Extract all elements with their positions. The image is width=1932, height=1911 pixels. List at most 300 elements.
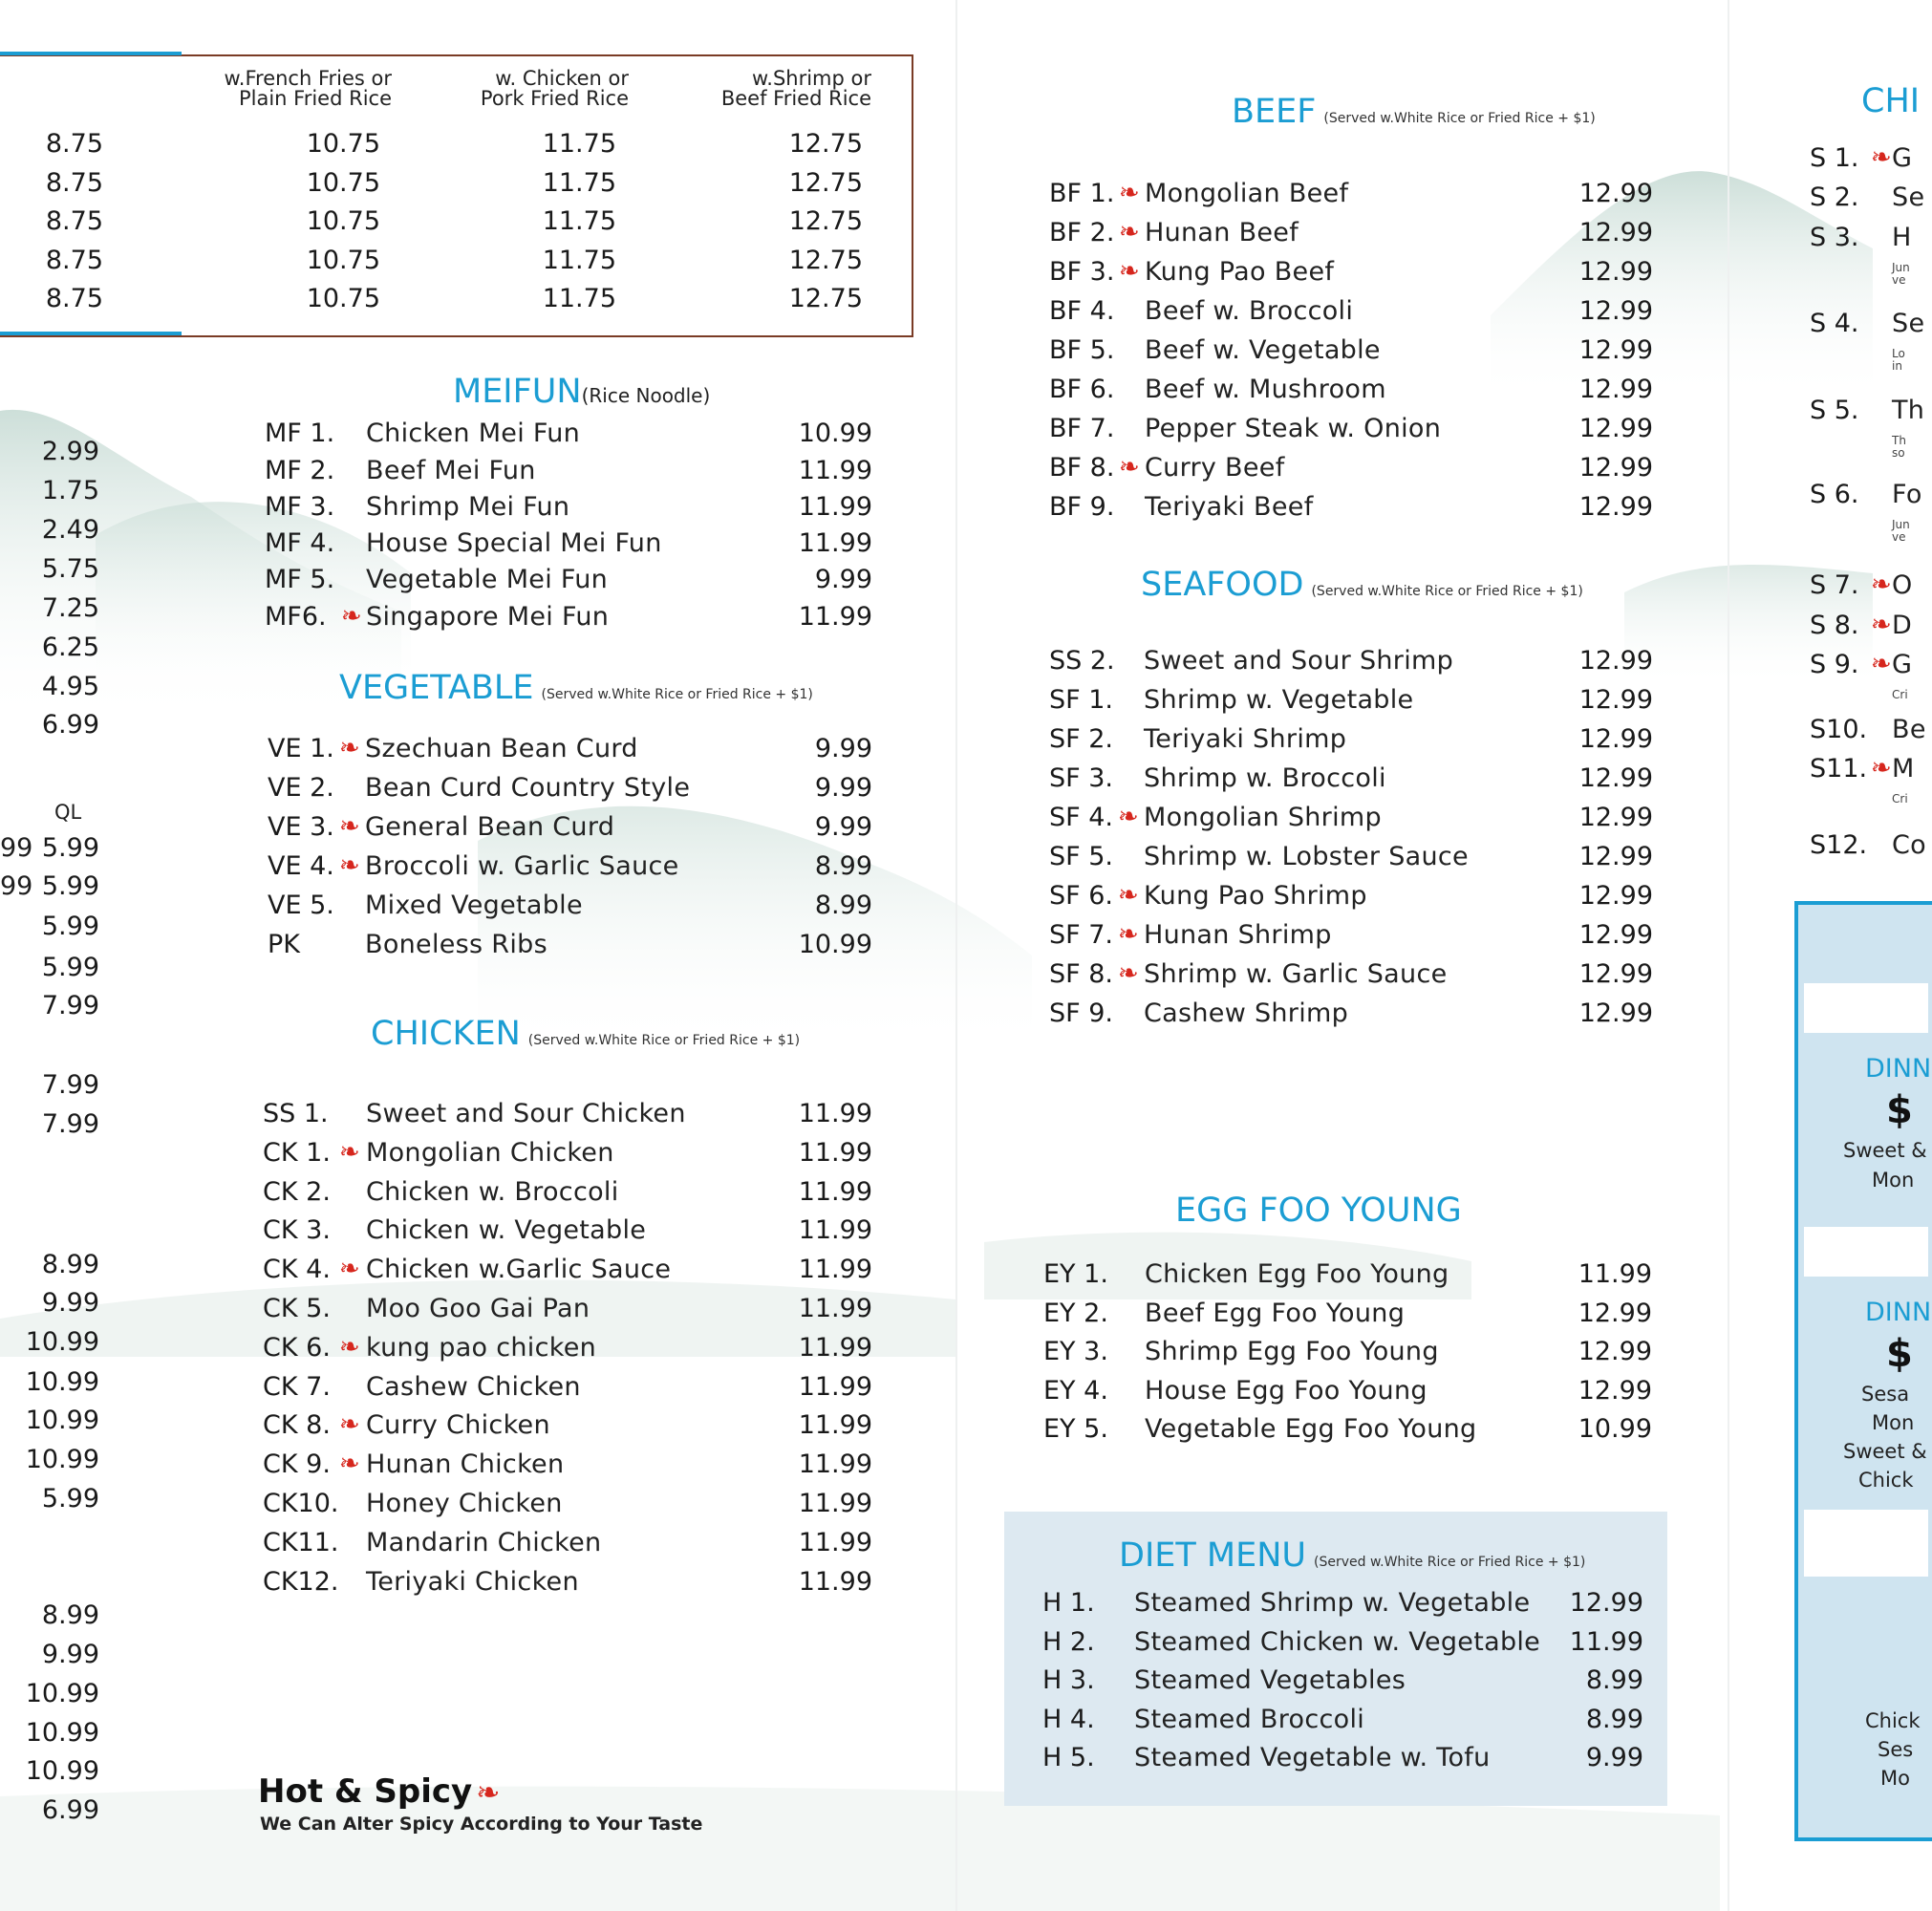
- item-name: Broccoli w. Garlic Sauce: [365, 851, 679, 881]
- item-price: 12.99: [1578, 842, 1653, 871]
- item-name: Shrimp w. Broccoli: [1144, 763, 1386, 793]
- item-code: SF 6.: [1049, 881, 1114, 911]
- chicken-title: CHICKEN: [371, 1015, 521, 1053]
- item-price: 12.99: [1578, 414, 1653, 443]
- item-code: S 5.: [1810, 396, 1859, 425]
- pepper-icon: ❧: [1871, 754, 1892, 783]
- item-price: 12.99: [1578, 257, 1653, 287]
- item-desc: Lo: [1892, 347, 1905, 360]
- item-price: 12.99: [1578, 218, 1653, 247]
- item-price: 11.99: [798, 1137, 872, 1168]
- item-name: Hunan Chicken: [366, 1449, 565, 1480]
- item-name: Mandarin Chicken: [366, 1527, 602, 1557]
- beef-note: (Served w.White Rice or Fried Rice + $1): [1323, 111, 1596, 126]
- item-code: S 6.: [1810, 480, 1859, 509]
- item-name: Se: [1892, 309, 1925, 338]
- item-price: 12.99: [1578, 724, 1653, 754]
- item-price: 12.99: [1578, 685, 1653, 715]
- item-code: SF 4.: [1049, 803, 1114, 832]
- item-price: 12.99: [1578, 959, 1653, 989]
- pepper-icon: ❧: [1871, 143, 1892, 172]
- item-code: CK 2.: [263, 1176, 331, 1207]
- item-desc: Th: [1892, 434, 1906, 447]
- left-price: 6.99: [41, 1795, 99, 1825]
- menu-item: [263, 1567, 879, 1601]
- dinner-line: Chick: [1865, 1709, 1921, 1732]
- item-name: Teriyaki Chicken: [366, 1566, 579, 1597]
- item-code: SF 1.: [1049, 685, 1114, 715]
- item-price: 11.99: [798, 1255, 872, 1285]
- item-code: BF 6.: [1049, 375, 1115, 404]
- table-cell: 8.75: [45, 167, 103, 198]
- item-code: H 4.: [1042, 1704, 1095, 1734]
- table-cell: 10.75: [306, 206, 380, 236]
- item-price: 12.99: [1578, 920, 1653, 950]
- menu-item: [263, 1255, 879, 1289]
- item-price: 12.99: [1578, 1337, 1652, 1366]
- left-price: 10.99: [25, 1718, 99, 1748]
- menu-item: [263, 1099, 879, 1133]
- menu-item: [268, 773, 879, 807]
- item-price: 9.99: [1585, 1743, 1643, 1772]
- item-code: SF 5.: [1049, 842, 1114, 871]
- dinner-line: Sesa: [1861, 1383, 1910, 1406]
- menu-item: [263, 1449, 879, 1484]
- item-name: Steamed Broccoli: [1134, 1704, 1365, 1734]
- item-name: Curry Beef: [1145, 453, 1285, 483]
- left-price: 9.99: [41, 1288, 99, 1318]
- item-code: CK 9.: [263, 1449, 331, 1480]
- item-code: CK10.: [263, 1489, 339, 1518]
- item-price: 9.99: [814, 734, 872, 763]
- item-code: CK 1.: [263, 1137, 331, 1168]
- item-name: Teriyaki Shrimp: [1144, 724, 1347, 754]
- item-code: SS 1.: [263, 1099, 329, 1128]
- table-header: w. Chicken or Pork Fried Rice: [480, 67, 629, 110]
- item-name: Mongolian Chicken: [366, 1137, 614, 1168]
- item-name: Curry Chicken: [366, 1410, 550, 1441]
- item-code: VE 3.: [268, 812, 334, 842]
- item-name: Chicken w. Broccoli: [366, 1176, 619, 1207]
- left-price: 5.99: [41, 871, 99, 901]
- menu-item: [1042, 1627, 1654, 1662]
- item-name: Shrimp Egg Foo Young: [1145, 1337, 1439, 1366]
- item-price: 9.99: [814, 812, 872, 842]
- table-cell: 12.75: [788, 284, 863, 313]
- item-price: 10.99: [798, 930, 872, 959]
- item-name: Th: [1892, 396, 1925, 425]
- chicken-note: (Served w.White Rice or Fried Rice + $1): [527, 1033, 801, 1048]
- special-item: [1810, 754, 1915, 788]
- item-name: Chicken Mei Fun: [366, 419, 581, 448]
- menu-item: [1043, 1259, 1655, 1294]
- panel-band: [1804, 1510, 1928, 1577]
- seafood-title: SEAFOOD: [1141, 566, 1304, 604]
- table-cell: 8.75: [45, 129, 103, 159]
- item-name: Vegetable Egg Foo Young: [1145, 1414, 1477, 1444]
- dinner-title-1: DINN: [1865, 1054, 1932, 1084]
- menu-item: [268, 734, 879, 768]
- item-price: 8.99: [814, 891, 872, 920]
- left-price: 4.95: [41, 672, 99, 701]
- left-price: 7.25: [41, 593, 99, 623]
- item-code: S11.: [1810, 754, 1868, 784]
- left-price: 6.25: [41, 633, 99, 662]
- item-code: MF 5.: [265, 565, 335, 594]
- item-price: 9.99: [814, 565, 872, 594]
- item-code: H 5.: [1042, 1743, 1095, 1772]
- item-code: BF 4.: [1049, 296, 1115, 326]
- menu-item: [265, 602, 876, 636]
- item-code: EY 2.: [1043, 1298, 1108, 1328]
- pepper-icon: ❧: [476, 1776, 501, 1810]
- beef-heading: [1232, 93, 1596, 131]
- item-name: Mongolian Beef: [1145, 179, 1349, 208]
- item-price: 12.99: [1578, 763, 1653, 793]
- item-price: 12.99: [1578, 492, 1653, 522]
- item-code: CK 4.: [263, 1255, 331, 1285]
- pepper-icon: ❧: [1119, 179, 1140, 207]
- item-name: Boneless Ribs: [365, 930, 547, 959]
- item-name: M: [1892, 754, 1915, 784]
- menu-item: [268, 851, 879, 886]
- item-name: Shrimp w. Lobster Sauce: [1144, 842, 1469, 871]
- pepper-icon: ❧: [1118, 920, 1139, 949]
- menu-item: [1049, 803, 1661, 837]
- item-price: 11.99: [798, 1371, 872, 1402]
- diet-menu-note: (Served w.White Rice or Fried Rice + $1): [1314, 1555, 1586, 1570]
- pepper-icon: ❧: [339, 1137, 360, 1167]
- item-name: Pepper Steak w. Onion: [1145, 414, 1442, 443]
- menu-item: [263, 1177, 879, 1212]
- dinner-line: Chick: [1858, 1469, 1914, 1492]
- item-price: 12.99: [1578, 803, 1653, 832]
- pepper-icon: ❧: [339, 1255, 360, 1284]
- item-code: S 8.: [1810, 611, 1859, 640]
- item-code: S 2.: [1810, 183, 1859, 212]
- item-name: Beef Mei Fun: [366, 456, 536, 485]
- item-price: 11.99: [798, 456, 872, 485]
- item-name: Shrimp w. Vegetable: [1144, 685, 1414, 715]
- item-code: BF 8.: [1049, 453, 1115, 483]
- table-header: w.Shrimp or Beef Fried Rice: [720, 67, 871, 110]
- item-code: CK11.: [263, 1527, 339, 1557]
- item-name: Co: [1892, 830, 1926, 860]
- left-price: 10.99: [25, 1367, 99, 1397]
- table-cell: 12.75: [788, 245, 863, 275]
- dinner-line: Sweet &: [1843, 1440, 1927, 1463]
- menu-item: [263, 1333, 879, 1367]
- menu-item: [1042, 1665, 1654, 1700]
- item-name: Bean Curd Country Style: [365, 773, 691, 803]
- item-price: 10.99: [1578, 1414, 1652, 1444]
- left-price: 2.99: [41, 437, 99, 466]
- ql-partial: 99: [0, 833, 33, 863]
- item-desc: Jun: [1892, 518, 1910, 531]
- item-code: VE 1.: [268, 734, 334, 763]
- item-name: Steamed Shrimp w. Vegetable: [1134, 1588, 1531, 1618]
- chef-specials-title: CHI: [1861, 82, 1921, 120]
- seafood-heading: [1141, 566, 1583, 604]
- item-code: SF 2.: [1049, 724, 1114, 754]
- diet-menu-title: DIET MENU: [1119, 1536, 1307, 1575]
- blue-rule-top: [0, 52, 182, 55]
- pepper-icon: ❧: [339, 1410, 360, 1440]
- item-code: SF 8.: [1049, 959, 1114, 989]
- item-code: SF 9.: [1049, 998, 1114, 1028]
- item-desc: Jun: [1892, 261, 1910, 274]
- item-name: Be: [1892, 715, 1926, 744]
- menu-item: [268, 930, 879, 964]
- item-code: H 2.: [1042, 1626, 1095, 1657]
- item-name: House Egg Foo Young: [1145, 1375, 1428, 1406]
- item-price: 11.99: [798, 1176, 872, 1207]
- table-cell: 11.75: [542, 245, 616, 275]
- meifun-heading: [453, 373, 710, 411]
- item-code: PK: [268, 930, 300, 959]
- item-name: Mongolian Shrimp: [1144, 803, 1382, 832]
- item-name: kung pao chicken: [366, 1332, 597, 1363]
- left-price: 7.99: [41, 991, 99, 1020]
- pepper-icon: ❧: [339, 1332, 360, 1362]
- menu-item: [268, 812, 879, 847]
- meifun-subtitle: (Rice Noodle): [581, 384, 711, 407]
- item-price: 12.99: [1578, 453, 1653, 483]
- menu-item: [1049, 763, 1661, 798]
- menu-item: [1043, 1376, 1655, 1410]
- menu-item: [1043, 1299, 1655, 1333]
- item-desc: Cri: [1892, 688, 1908, 701]
- item-name: Teriyaki Beef: [1145, 492, 1314, 522]
- special-item: [1810, 570, 1915, 605]
- item-price: 11.99: [1578, 1259, 1652, 1289]
- menu-item: [1049, 335, 1661, 370]
- item-code: H 1.: [1042, 1588, 1095, 1618]
- item-code: CK 7.: [263, 1371, 331, 1402]
- item-price: 11.99: [1569, 1626, 1643, 1657]
- item-name: Beef Egg Foo Young: [1145, 1298, 1406, 1328]
- table-cell: 10.75: [306, 129, 380, 159]
- table-cell: 10.75: [306, 245, 380, 275]
- left-price: 5.99: [41, 833, 99, 863]
- special-item: [1810, 650, 1915, 684]
- item-price: 12.99: [1578, 179, 1653, 208]
- item-price: 12.99: [1578, 1298, 1652, 1328]
- special-item: [1810, 143, 1915, 178]
- item-name: G: [1892, 143, 1913, 173]
- menu-item: [265, 419, 876, 453]
- item-price: 12.99: [1578, 998, 1653, 1028]
- item-name: Beef w. Broccoli: [1145, 296, 1354, 326]
- item-name: D: [1892, 611, 1913, 640]
- left-price: 5.99: [41, 912, 99, 941]
- item-price: 12.99: [1578, 296, 1653, 326]
- blue-rule-bottom: [0, 332, 182, 335]
- pepper-icon: ❧: [1871, 650, 1892, 678]
- panel-band: [1804, 1227, 1928, 1277]
- menu-item: [268, 891, 879, 925]
- item-name: Vegetable Mei Fun: [366, 565, 609, 594]
- table-cell: 11.75: [542, 129, 616, 159]
- item-price: 11.99: [798, 1294, 872, 1323]
- item-name: Moo Goo Gai Pan: [366, 1294, 590, 1323]
- item-code: MF6.: [265, 602, 327, 632]
- beef-title: BEEF: [1232, 93, 1317, 131]
- item-price: 11.99: [798, 492, 872, 522]
- menu-item: [1049, 179, 1661, 213]
- chicken-heading: [371, 1015, 800, 1053]
- pepper-icon: ❧: [1118, 959, 1139, 988]
- item-name: H: [1892, 223, 1912, 252]
- item-price: 12.99: [1578, 646, 1653, 676]
- table-cell: 8.75: [45, 284, 103, 313]
- menu-item: [263, 1294, 879, 1328]
- seafood-note: (Served w.White Rice or Fried Rice + $1): [1311, 584, 1583, 599]
- item-code: S 7.: [1810, 570, 1859, 600]
- item-code: BF 7.: [1049, 414, 1115, 443]
- menu-item: [1043, 1414, 1655, 1449]
- left-price: 1.75: [41, 476, 99, 505]
- table-cell: 12.75: [788, 129, 863, 159]
- menu-item: [1049, 724, 1661, 759]
- hot-spicy-title: [258, 1772, 500, 1811]
- menu-item: [1049, 296, 1661, 331]
- item-name: Steamed Vegetable w. Tofu: [1134, 1743, 1491, 1772]
- item-price: 10.99: [798, 419, 872, 448]
- pepper-icon: ❧: [1119, 257, 1140, 286]
- menu-item: [1049, 685, 1661, 719]
- item-price: 11.99: [798, 1332, 872, 1363]
- special-item: [1810, 480, 1922, 514]
- item-code: SF 7.: [1049, 920, 1114, 950]
- item-name: Chicken w.Garlic Sauce: [366, 1255, 672, 1285]
- item-code: H 3.: [1042, 1665, 1095, 1695]
- left-price: 6.99: [41, 710, 99, 740]
- item-desc: in: [1892, 359, 1902, 373]
- ql-label: QL: [54, 801, 82, 824]
- item-name: Kung Pao Shrimp: [1144, 881, 1367, 911]
- item-code: MF 2.: [265, 456, 335, 485]
- special-item: [1810, 223, 1915, 257]
- menu-item: [1049, 881, 1661, 915]
- table-cell: 10.75: [306, 167, 380, 198]
- menu-item: [1049, 453, 1661, 487]
- egg-foo-young-title: EGG FOO YOUNG: [1175, 1192, 1462, 1230]
- menu-item: [1042, 1588, 1654, 1622]
- menu-item: [1049, 492, 1661, 526]
- dinner-title-2: DINN: [1865, 1298, 1932, 1327]
- left-price: 10.99: [25, 1406, 99, 1435]
- item-code: S 1.: [1810, 143, 1859, 173]
- item-price: 11.99: [798, 1489, 872, 1518]
- item-code: VE 4.: [268, 851, 334, 881]
- item-code: BF 9.: [1049, 492, 1115, 522]
- menu-item: [1042, 1705, 1654, 1739]
- item-code: BF 3.: [1049, 257, 1115, 287]
- item-name: Steamed Chicken w. Vegetable: [1134, 1626, 1541, 1657]
- pepper-icon: ❧: [1871, 570, 1892, 599]
- item-code: EY 3.: [1043, 1337, 1108, 1366]
- item-desc: Cri: [1892, 792, 1908, 805]
- menu-item: [265, 565, 876, 599]
- left-price: 5.99: [41, 1484, 99, 1514]
- left-price: 10.99: [25, 1327, 99, 1357]
- item-code: CK 3.: [263, 1215, 331, 1246]
- item-code: S 4.: [1810, 309, 1859, 338]
- item-name: Kung Pao Beef: [1145, 257, 1335, 287]
- item-code: MF 1.: [265, 419, 335, 448]
- table-cell: 10.75: [306, 284, 380, 313]
- table-cell: 11.75: [542, 167, 616, 198]
- item-code: MF 4.: [265, 528, 335, 558]
- menu-item: [1049, 218, 1661, 252]
- item-price: 8.99: [1585, 1704, 1643, 1734]
- item-price: 12.99: [1578, 375, 1653, 404]
- menu-item: [263, 1215, 879, 1250]
- item-price: 9.99: [814, 773, 872, 803]
- left-price: 7.99: [41, 1070, 99, 1100]
- item-code: BF 2.: [1049, 218, 1115, 247]
- left-price: 10.99: [25, 1679, 99, 1708]
- menu-item: [1049, 414, 1661, 448]
- item-desc: ve: [1892, 530, 1906, 544]
- panel-band: [1804, 983, 1928, 1033]
- item-price: 12.99: [1578, 1375, 1652, 1406]
- egg-foo-young-heading: [1175, 1192, 1462, 1230]
- menu-item: [263, 1528, 879, 1562]
- item-name: Se: [1892, 183, 1925, 212]
- menu-item: [265, 528, 876, 563]
- item-price: 12.99: [1578, 335, 1653, 365]
- menu-item: [1049, 959, 1661, 994]
- left-price: 9.99: [41, 1640, 99, 1669]
- item-code: BF 1.: [1049, 179, 1115, 208]
- vegetable-heading: [339, 669, 813, 707]
- item-name: Cashew Shrimp: [1144, 998, 1349, 1028]
- item-price: 11.99: [798, 528, 872, 558]
- left-price: 8.99: [41, 1600, 99, 1630]
- special-item: [1810, 715, 1926, 749]
- item-name: Hunan Beef: [1145, 218, 1299, 247]
- item-name: Chicken w. Vegetable: [366, 1215, 647, 1246]
- item-price: 8.99: [1585, 1665, 1643, 1695]
- table-cell: 12.75: [788, 167, 863, 198]
- item-name: Shrimp Mei Fun: [366, 492, 570, 522]
- table-cell: 8.75: [45, 245, 103, 275]
- item-price: 8.99: [814, 851, 872, 881]
- pepper-icon: ❧: [1118, 803, 1139, 831]
- item-name: Beef w. Vegetable: [1145, 335, 1381, 365]
- menu-item: [1049, 375, 1661, 409]
- item-name: Sweet and Sour Shrimp: [1144, 646, 1454, 676]
- item-price: 11.99: [798, 1566, 872, 1597]
- item-desc: ve: [1892, 273, 1906, 287]
- ql-partial: 99: [0, 871, 33, 901]
- item-code: MF 3.: [265, 492, 335, 522]
- item-price: 12.99: [1578, 881, 1653, 911]
- left-price: 8.99: [41, 1250, 99, 1279]
- menu-item: [1049, 646, 1661, 680]
- pepper-icon: ❧: [339, 812, 360, 841]
- item-name: Beef w. Mushroom: [1145, 375, 1386, 404]
- left-price: 5.99: [41, 953, 99, 982]
- item-code: CK 6.: [263, 1332, 331, 1363]
- left-price: 5.75: [41, 554, 99, 584]
- item-code: EY 1.: [1043, 1259, 1108, 1289]
- item-price: 11.99: [798, 1215, 872, 1246]
- special-item: [1810, 830, 1926, 865]
- menu-item: [265, 492, 876, 526]
